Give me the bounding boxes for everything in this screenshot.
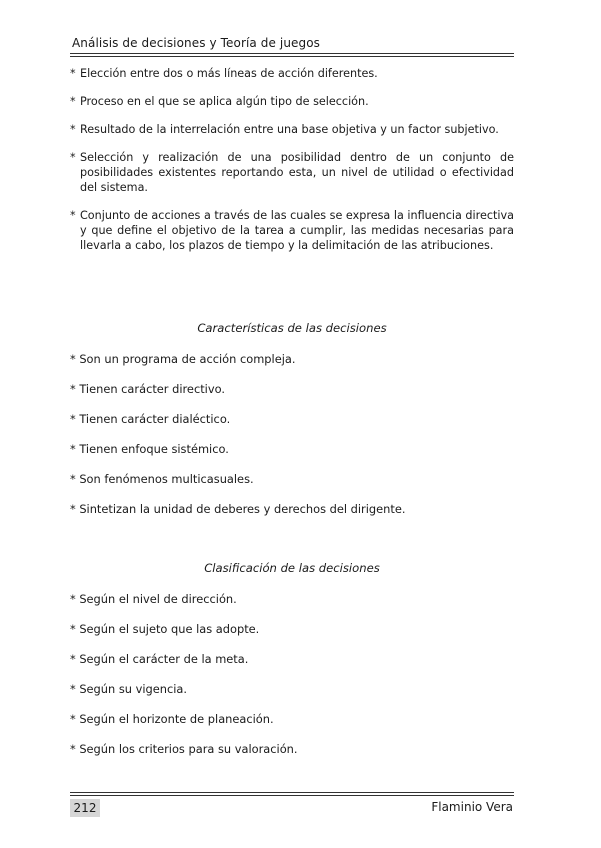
list-item: * Tienen carácter dialéctico. — [70, 412, 231, 426]
footer-rule-double — [70, 795, 514, 796]
definition-item — [70, 208, 514, 253]
footer-rule — [70, 792, 514, 793]
list-item: * Son un programa de acción compleja. — [70, 352, 296, 366]
classification-list — [70, 592, 514, 772]
list-item: * Según el nivel de dirección. — [70, 592, 237, 606]
characteristics-heading: Características de las decisiones — [197, 321, 387, 335]
list-item: * Son fenómenos multicasuales. — [70, 472, 254, 486]
bullet-star: * — [70, 209, 76, 222]
running-header-title: Análisis de decisiones y Teoría de juegos — [72, 36, 321, 50]
list-item: * Según el carácter de la meta. — [70, 652, 249, 666]
characteristics-list — [70, 352, 514, 532]
definition-text: Proceso en el que se aplica algún tipo de selección. — [80, 95, 369, 108]
definition-text: Conjunto de acciones a través de las cuales se expresa la influencia directiva y que define el objetivo de la tarea a cumplir, las medidas necesarias para llevarla a cabo, los plazos de tiempo y la delimitación de las atribuciones. — [80, 209, 514, 252]
list-item: * Sintetizan la unidad de deberes y derechos del dirigente. — [70, 502, 406, 516]
list-item: * Según su vigencia. — [70, 682, 188, 696]
definition-text: Elección entre dos o más líneas de acción diferentes. — [80, 67, 378, 80]
footer-author: Flaminio Vera — [431, 800, 513, 814]
list-item: * Tienen carácter directivo. — [70, 382, 225, 396]
page-number: 212 — [70, 799, 100, 817]
list-item: * Tienen enfoque sistémico. — [70, 442, 229, 456]
classification-heading: Clasificación de las decisiones — [204, 561, 380, 575]
bullet-star: * — [70, 67, 76, 80]
list-item: * Según el horizonte de planeación. — [70, 712, 274, 726]
definition-text: Selección y realización de una posibilidad dentro de un conjunto de posibilidades existentes reportando esta, un nivel de utilidad o efectividad del sistema. — [80, 151, 514, 194]
list-item: * Según el sujeto que las adopte. — [70, 622, 260, 636]
bullet-star: * — [70, 151, 76, 164]
definition-item — [70, 94, 514, 109]
header-rule — [70, 53, 514, 54]
definition-text: Resultado de la interrelación entre una base objetiva y un factor subjetivo. — [80, 123, 499, 136]
bullet-star: * — [70, 123, 76, 136]
list-item: * Según los criterios para su valoración. — [70, 742, 298, 756]
definition-item — [70, 66, 514, 81]
header-rule-double — [70, 56, 514, 57]
definition-item — [70, 150, 514, 195]
bullet-star: * — [70, 95, 76, 108]
definitions-list — [70, 66, 514, 266]
definition-item — [70, 122, 514, 137]
